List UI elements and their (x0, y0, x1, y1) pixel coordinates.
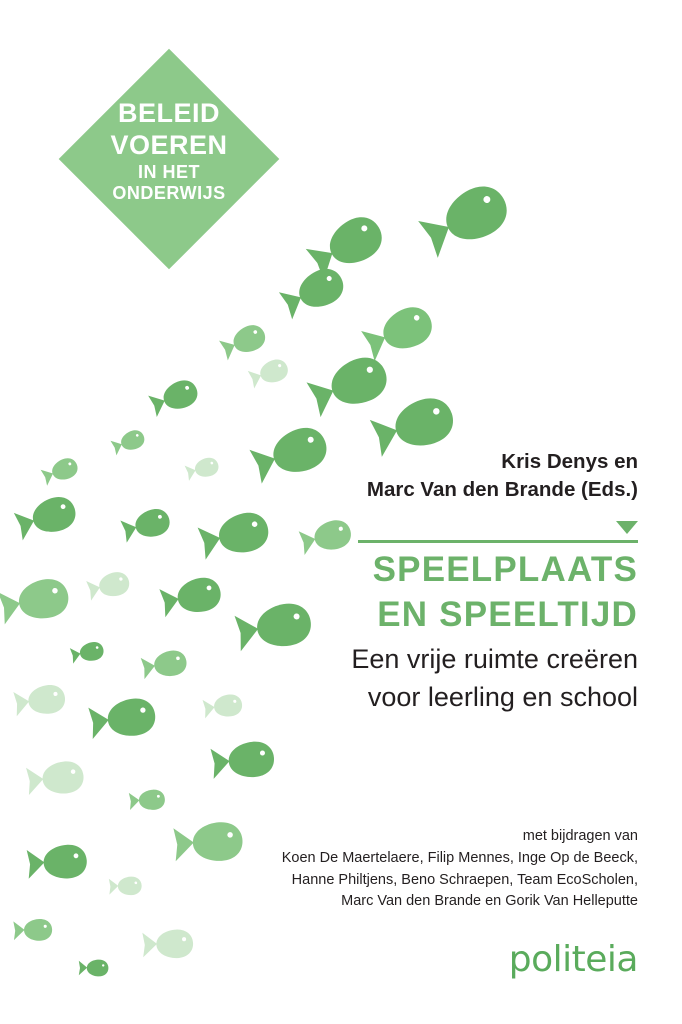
book-subtitle (208, 640, 638, 717)
series-badge (60, 50, 278, 268)
subtitle-line-2: voor leerling en school (367, 682, 638, 713)
contributors-line-1: Koen De Maertelaere, Filip Mennes, Inge Op de Beeck, (281, 849, 638, 866)
title-divider (358, 540, 638, 543)
badge-line-3: IN HET (137, 161, 200, 182)
contributors-line-2: Hanne Philtjens, Beno Schraepen, Team EcoScholen, (291, 871, 638, 888)
title-line-1: SPEELPLAATS (372, 550, 638, 589)
title-line-2: EN SPEELTIJD (377, 594, 638, 634)
author-line-2: Marc Van den Brande (Eds.) (366, 477, 638, 501)
contributors-line-3: Marc Van den Brande en Gorik Van Helleputte (341, 893, 638, 910)
contributors-block (218, 826, 638, 913)
badge-line-4: ONDERWIJS (112, 182, 226, 203)
badge-line-1: BELEID (117, 98, 220, 128)
author-line-1: Kris Denys en (501, 450, 638, 473)
publisher-logo: politeia (508, 939, 638, 980)
triangle-marker-icon (616, 521, 638, 534)
subtitle-line-1: Een vrije ruimte creëren (351, 644, 638, 674)
book-title (218, 548, 638, 638)
badge-line-2: VOEREN (110, 129, 228, 160)
contributors-intro: met bijdragen van (522, 828, 638, 844)
author-block (238, 448, 638, 503)
badge-text (60, 98, 278, 204)
